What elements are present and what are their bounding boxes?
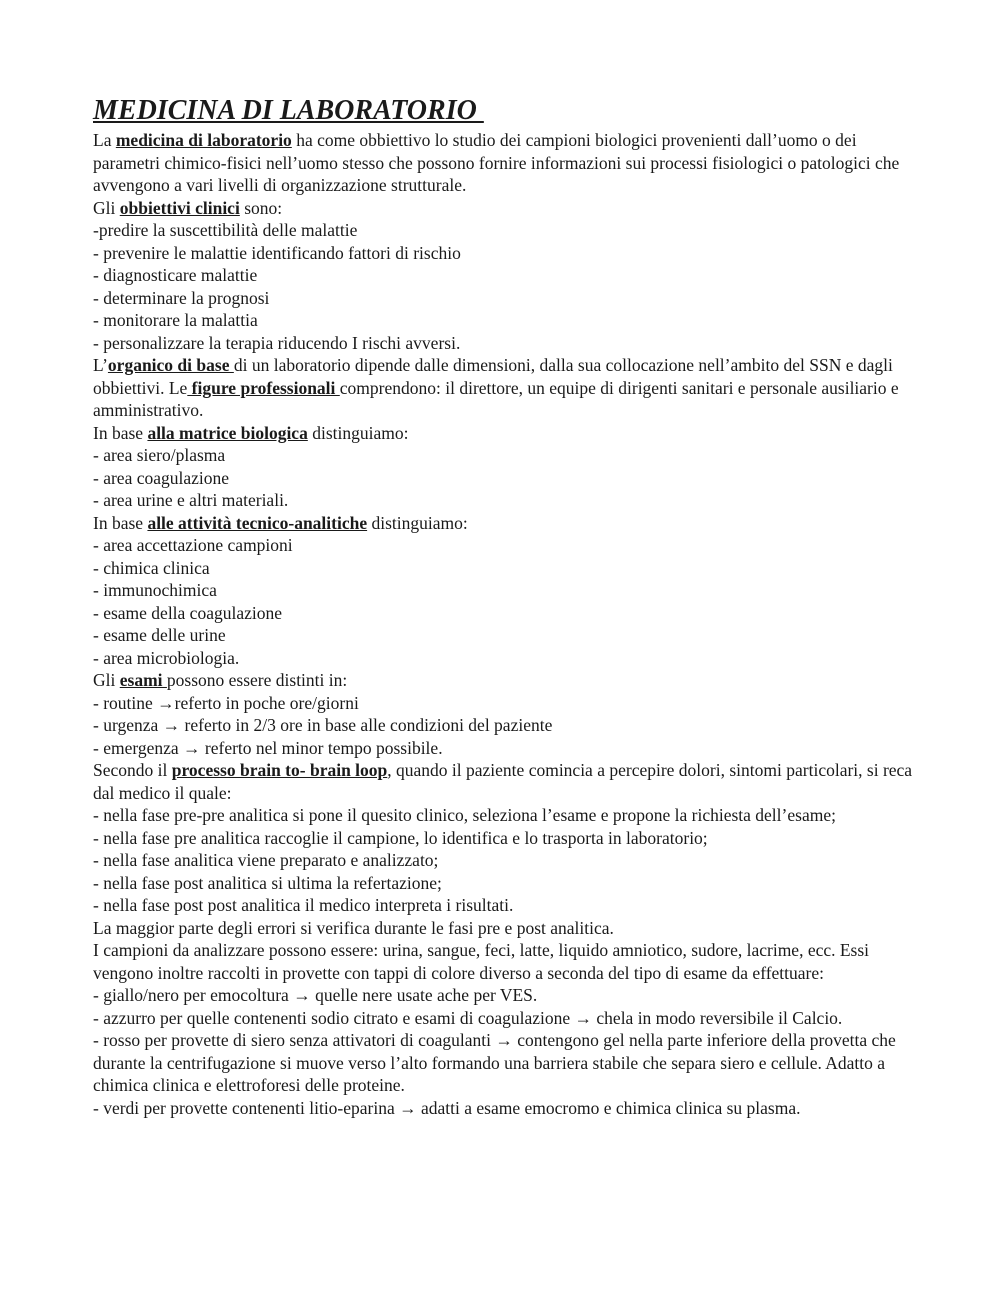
organico-text-a: L’	[93, 355, 108, 375]
list-item: - giallo/nero per emocoltura → quelle nere usate ache per VES.	[93, 985, 538, 1005]
list-item: - azzurro per quelle contenenti sodio citrato e esami di coagulazione → chela in modo reversibile il Calcio.	[93, 1007, 843, 1028]
list-item: - area urine e altri materiali.	[93, 490, 289, 510]
list-item: - nella fase pre analitica raccoglie il campione, lo identifica e lo trasporta in laboratorio;	[93, 827, 708, 848]
matrice-heading	[93, 422, 913, 445]
obiettivi-heading	[93, 197, 913, 220]
campioni-paragraph: I campioni da analizzare possono essere: urina, sangue, feci, latte, liquido amniotico, sudore, lacrime, ecc. Essi vengono inoltre raccolti in provette con tappi di colore diverso a seconda del tipo di esame da effettuare:	[93, 940, 870, 983]
intro-paragraph	[93, 129, 913, 197]
list-item: - diagnosticare malattie	[93, 265, 258, 285]
obiettivi-text-b: sono:	[239, 197, 283, 218]
list-item: - emergenza → referto nel minor tempo possibile.	[93, 737, 443, 758]
errori-paragraph: La maggior parte degli errori si verifica durante le fasi pre e post analitica.	[93, 917, 614, 938]
organico-paragraph	[93, 354, 913, 422]
list-item: - personalizzare la terapia riducendo I rischi avversi.	[93, 332, 461, 353]
list-item: - urgenza → referto in 2/3 ore in base alle condizioni del paziente	[93, 715, 553, 735]
organico-text-b: di un laboratorio dipende dalle dimensioni, dalla sua collocazione nell’ambito del SSN e dagli obbiettivi. Le	[93, 355, 893, 398]
figure-professionali-keyword: figure professionali	[187, 377, 340, 398]
processo-keyword: processo brain to- brain loop	[171, 760, 388, 780]
list-item: - nella fase pre-pre analitica si pone il quesito clinico, seleziona l’esame e propone la richiesta dell’esame;	[93, 805, 836, 825]
list-item: - prevenire le malattie identificando fattori di rischio	[93, 242, 461, 263]
attivita-heading	[93, 512, 913, 535]
esami-keyword: esami	[119, 670, 167, 690]
attivita-text-b: distinguiamo:	[367, 512, 468, 533]
list-item: -predire la suscettibilità delle malattie	[93, 220, 358, 240]
intro-keyword: medicina di laboratorio	[115, 130, 292, 150]
list-item: - nella fase post analitica si ultima la refertazione;	[93, 872, 442, 893]
document-page	[93, 94, 913, 1119]
list-item: - area siero/plasma	[93, 445, 226, 465]
attivita-keyword: alle attività tecnico-analitiche	[147, 512, 368, 533]
list-item: - routine →referto in poche ore/giorni	[93, 692, 359, 713]
matrice-keyword: alla matrice biologica	[147, 422, 308, 443]
list-item: - area accettazione campioni	[93, 535, 293, 555]
list-item: - verdi per provette contenenti litio-eparina → adatti a esame emocromo e chimica clinica su plasma.	[93, 1097, 801, 1118]
matrice-text-b: distinguiamo:	[307, 422, 409, 443]
list-item: - esame delle urine	[93, 625, 226, 645]
list-item: - rosso per provette di siero senza attivatori di coagulanti → contengono gel nella parte inferiore della provetta che durante la centrifugazione si muove verso l’alto formando una barriera stabile che separa siero e cellule. Adatto a chimica clinica e elettroforesi delle proteine.	[93, 1030, 896, 1095]
list-item: - nella fase post post analitica il medico interpreta i risultati.	[93, 895, 514, 915]
esami-heading	[93, 669, 913, 692]
obiettivi-keyword: obbiettivi clinici	[119, 197, 240, 218]
document-title: MEDICINA DI LABORATORIO	[93, 95, 484, 126]
attivita-text-a: In base	[93, 512, 148, 533]
processo-paragraph	[93, 759, 913, 804]
list-item: - chimica clinica	[93, 557, 210, 578]
list-item: - area microbiologia.	[93, 647, 240, 668]
list-item: - monitorare la malattia	[93, 310, 258, 330]
esami-text-a: Gli	[93, 670, 120, 690]
list-item: - immunochimica	[93, 580, 217, 600]
organico-keyword: organico di base	[107, 355, 234, 375]
matrice-text-a: In base	[93, 422, 148, 443]
intro-text-a: La	[93, 130, 116, 150]
list-item: - esame della coagulazione	[93, 602, 282, 623]
list-item: - area coagulazione	[93, 467, 230, 488]
processo-text-b: , quando il paziente comincia a percepire dolori, sintomi particolari, si reca dal medico il quale:	[93, 760, 913, 803]
list-item: - determinare la prognosi	[93, 287, 270, 308]
processo-text-a: Secondo il	[93, 760, 172, 780]
intro-text-b: ha come obbiettivo lo studio dei campioni biologici provenienti dall’uomo o dei parametri chimico-fisici nell’uomo stesso che possono fornire informazioni sui processi fisiologici o patologici che avvengono a vari livelli di organizzazione strutturale.	[93, 130, 900, 195]
esami-text-b: possono essere distinti in:	[166, 670, 348, 690]
organico-text-c: comprendono: il direttore, un equipe di dirigenti sanitari e personale ausiliario e amministrativo.	[93, 377, 899, 420]
list-item: - nella fase analitica viene preparato e analizzato;	[93, 850, 439, 870]
obiettivi-text-a: Gli	[93, 197, 120, 218]
